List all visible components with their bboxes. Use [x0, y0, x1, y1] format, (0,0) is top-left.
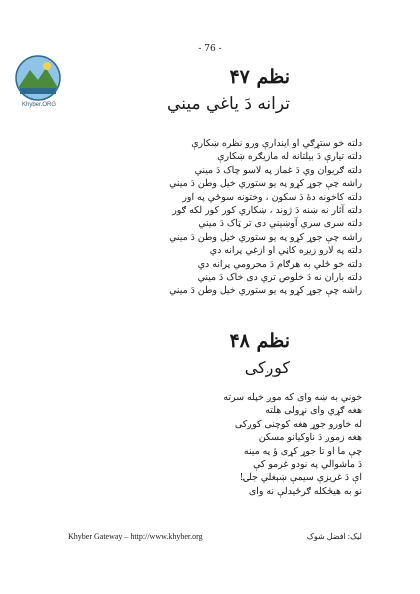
- khyber-logo: [14, 54, 62, 102]
- poem-line: نو به هيڅکله ګرځيدلې نه وای: [248, 485, 362, 497]
- footer-author: ليک: افضل شوک: [306, 532, 362, 541]
- poem-line: خوني به ښه واى که موږ خپله سرته: [223, 392, 362, 403]
- poem-line: راشه چې جوړ کړو په يو ستوري خيل وطن دَ ميني: [169, 285, 362, 297]
- poem-line: هغه زموږ دَ ناوکيانو مسکن: [258, 432, 362, 444]
- poem-line: اې دَ غريزې سيمې ښېغلي جلۍ!: [239, 472, 362, 484]
- poem-line: دلته تيارې دَ بيلتانه له مازيګره ښکارې: [217, 151, 362, 163]
- footer-source-link[interactable]: Khyber Gateway – http://www.khyber.org: [68, 532, 203, 541]
- poem-line: دلته خو ځلي به هرګام دَ محرومي پرانه دي: [197, 258, 362, 270]
- poem-48-subtitle: کوږکی: [244, 358, 290, 377]
- poem-47-heading: نظم ۴۷: [229, 66, 290, 88]
- poem-47-subtitle: ترانه دَ ياغي ميني: [167, 94, 290, 114]
- poem-line: دلته خو ستړګي او ايندارې ورو نظره ښکارې: [191, 138, 362, 149]
- poem-line: دلته سری سري آوښيني دی تر ټاک دَ ميني: [198, 218, 362, 230]
- poem-47-body: [169, 137, 362, 298]
- page-number: - 76 -: [198, 44, 222, 54]
- poem-line: دلته ګريوان وي دَ غماز په لاسو چاک دَ ميني: [194, 164, 362, 176]
- poem-line: دلته باران نه دَ خلوص تري دی خاک دَ ميني: [197, 271, 362, 283]
- logo-caption: Khyber.ORG: [21, 102, 56, 108]
- poem-48-heading: نظم ۴۸: [229, 330, 290, 352]
- poem-line: دلته کاخونه دهٔ دَ سکون ، وختونه سوځي په اور: [182, 191, 362, 203]
- poem-line: راشه چې جوړ کړو په يو ستوري خيل وطن دَ ميني: [169, 178, 362, 190]
- poem-line: له خاورو جوړ هغه کوچنی کوږکی: [234, 418, 362, 430]
- poem-line: دَ ماشوالي په نودو غرمو کې: [253, 458, 362, 470]
- poem-line: دلته آثار نه ښنه دَ ژوند ، ښکاري کور کور لکه ګور: [172, 204, 362, 216]
- poem-line: دلته په لارو زيږه کاڼي او ازغي پرانه دي: [209, 245, 362, 257]
- poem-line: راشه چې جوړ کړو په يو ستوري خيل وطن دَ ميني: [169, 231, 362, 243]
- poem-line: چې ما او تا جوړ کړی ؤ په مينه: [243, 445, 362, 457]
- poem-48-body: [223, 391, 362, 498]
- poem-line: هغه ګړي واى نړولى هلته: [265, 405, 362, 417]
